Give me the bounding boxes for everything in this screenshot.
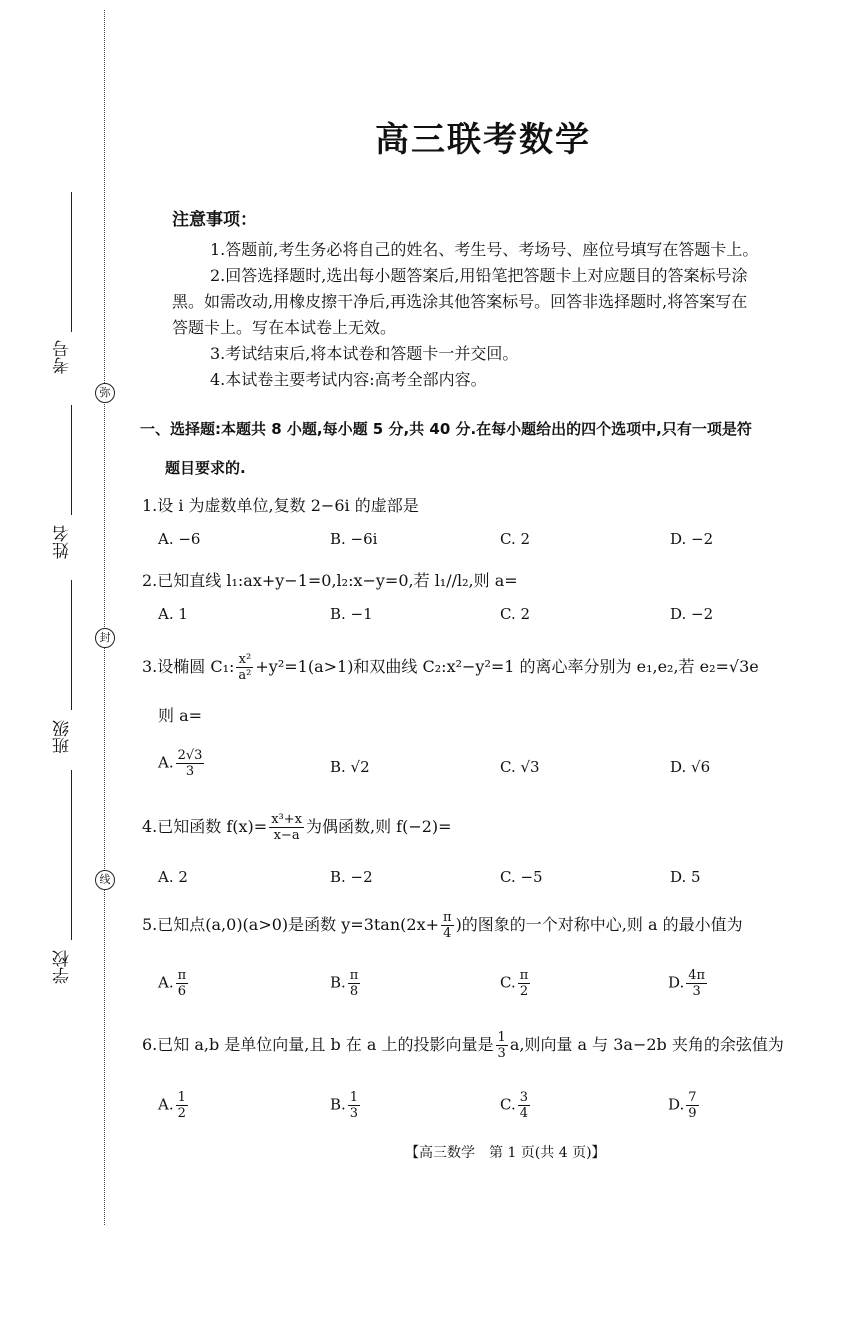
q3-stem-pre: 3.设椭圆 C₁: [142, 657, 235, 676]
q5-option-c-den: 2 [519, 984, 529, 999]
q2-option-d: D. −2 [670, 605, 714, 623]
question-5-stem [142, 910, 743, 941]
page-footer: 【高三数学 第 1 页(共 4 页)】 [405, 1145, 606, 1161]
q3-option-a-num: 2√3 [177, 748, 203, 763]
notice-heading: 注意事项： [172, 210, 257, 230]
q3-option-a-den: 3 [185, 764, 195, 779]
seal-feng: 封 [95, 628, 115, 648]
q5-option-c [500, 968, 532, 999]
notice-item: 答题卡上。写在本试卷上无效。 [172, 318, 397, 337]
q3-option-a-fraction [176, 748, 205, 779]
q5-option-d-fraction [686, 968, 707, 999]
q4-option-a: A. 2 [158, 868, 188, 886]
q3-option-b: B. √2 [330, 758, 370, 776]
q3-option-d: D. √6 [670, 758, 711, 776]
q6-stem-pre: 6.已知 a,b 是单位向量,且 b 在 a 上的投影向量是 [142, 1035, 494, 1054]
notice-item: 3.考试结束后,将本试卷和答题卡一并交回。 [210, 344, 519, 363]
page-title: 高三联考数学 [375, 120, 591, 160]
q6-option-a-den: 2 [177, 1106, 186, 1121]
q1-option-d: D. −2 [670, 530, 714, 548]
section-heading-cont: 题目要求的. [165, 459, 246, 477]
q6-option-d-num: 7 [688, 1090, 697, 1105]
q6-fraction [496, 1030, 508, 1061]
q5-option-a [158, 968, 190, 999]
label-exam-number: 考号 [53, 340, 73, 374]
question-6-stem [142, 1030, 812, 1061]
name-line [71, 405, 72, 515]
q1-option-b: B. −6i [330, 530, 378, 548]
q5-option-a-prefix: A. [158, 973, 174, 992]
q5-option-c-num: π [519, 968, 529, 983]
q6-option-d-den: 9 [688, 1106, 697, 1121]
q2-option-b: B. −1 [330, 605, 373, 623]
q4-option-c: C. −5 [500, 868, 543, 886]
q5-fraction [441, 910, 454, 941]
q6-option-c-num: 3 [519, 1090, 528, 1105]
q6-option-a-fraction [176, 1090, 188, 1121]
class-line [71, 580, 72, 710]
q6-option-c-den: 4 [519, 1106, 528, 1121]
exam-number-line [71, 192, 72, 332]
q5-option-d-prefix: D. [668, 973, 685, 992]
q6-option-a-num: 1 [177, 1090, 186, 1105]
q6-option-d [668, 1090, 701, 1121]
q3-stem-post: +y²=1(a>1)和双曲线 C₂:x²−y²=1 的离心率分别为 e₁,e₂,若 e₂=√3e [255, 657, 759, 676]
q2-option-a: A. 1 [158, 605, 188, 623]
q6-option-b-num: 1 [349, 1090, 359, 1105]
q5-option-a-den: 6 [177, 984, 187, 999]
question-4-stem [142, 812, 452, 843]
q6-option-c [500, 1090, 532, 1121]
q6-option-b-prefix: B. [330, 1095, 346, 1114]
section-heading: 一、选择题:本题共 8 小题,每小题 5 分,共 40 分.在每小题给出的四个选项中,只有一项是符 [140, 420, 752, 438]
q4-stem-pre: 4.已知函数 f(x)= [142, 817, 268, 836]
q6-frac-den: 3 [497, 1046, 506, 1061]
q4-stem-post: 为偶函数,则 f(−2)= [305, 817, 452, 836]
q3-fraction [236, 652, 253, 683]
q5-option-d [668, 968, 709, 999]
q3-option-a [158, 748, 206, 779]
seal-xian: 线 [95, 870, 115, 890]
q6-option-b-den: 3 [349, 1106, 359, 1121]
q6-frac-num: 1 [497, 1030, 506, 1045]
notice-item: 4.本试卷主要考试内容:高考全部内容。 [210, 370, 487, 389]
q6-option-b-fraction [348, 1090, 360, 1121]
q5-frac-num: π [443, 910, 452, 925]
q1-option-c: C. 2 [500, 530, 531, 548]
seal-mi: 弥 [95, 383, 115, 403]
notice-item: 黑。如需改动,用橡皮擦干净后,再选涂其他答案标号。回答非选择题时,将答案写在 [172, 292, 748, 311]
label-name: 姓名 [53, 525, 73, 559]
question-2-stem: 2.已知直线 l₁:ax+y−1=0,l₂:x−y=0,若 l₁//l₂,则 a= [142, 571, 518, 590]
q6-option-a-prefix: A. [158, 1095, 174, 1114]
question-3-stem-cont: 则 a= [158, 706, 203, 725]
q5-option-b-prefix: B. [330, 973, 346, 992]
notice-item: 2.回答选择题时,选出每小题答案后,用铅笔把答题卡上对应题目的答案标号涂 [210, 266, 748, 285]
q2-option-c: C. 2 [500, 605, 531, 623]
q4-option-d: D. 5 [670, 868, 701, 886]
q5-option-c-prefix: C. [500, 973, 516, 992]
q5-option-b-fraction [348, 968, 361, 999]
q4-frac-den: x−a [273, 828, 300, 843]
label-school: 学校 [53, 950, 73, 984]
q4-fraction [269, 812, 304, 843]
q5-option-a-num: π [177, 968, 187, 983]
q3-frac-num: x² [236, 652, 253, 668]
q3-option-c: C. √3 [500, 758, 540, 776]
notice-item: 1.答题前,考生务必将自己的姓名、考生号、考场号、座位号填写在答题卡上。 [210, 240, 759, 259]
q5-frac-den: 4 [443, 926, 452, 941]
q5-option-d-num: 4π [688, 968, 706, 983]
q5-stem-post: )的图象的一个对称中心,则 a 的最小值为 [455, 915, 743, 934]
q5-option-a-fraction [176, 968, 189, 999]
q1-option-a: A. −6 [158, 530, 201, 548]
binding-dotted-line [104, 10, 105, 1225]
q6-option-c-fraction [518, 1090, 530, 1121]
q4-option-b: B. −2 [330, 868, 373, 886]
q6-stem-post: a,则向量 a 与 3a−2b 夹角的余弦值为 [509, 1035, 784, 1054]
q5-option-b [330, 968, 362, 999]
q4-frac-num: x³+x [271, 812, 302, 827]
q3-frac-den: a² [238, 668, 252, 683]
q6-option-a [158, 1090, 190, 1121]
q6-option-c-prefix: C. [500, 1095, 516, 1114]
q5-option-c-fraction [518, 968, 531, 999]
school-line [71, 770, 72, 940]
q5-option-d-den: 3 [692, 984, 701, 999]
q3-option-a-prefix: A. [158, 753, 174, 772]
label-class: 班级 [53, 720, 73, 754]
q6-option-b [330, 1090, 362, 1121]
q6-option-d-prefix: D. [668, 1095, 685, 1114]
question-1-stem: 1.设 i 为虚数单位,复数 2−6i 的虚部是 [142, 496, 419, 515]
q6-option-d-fraction [686, 1090, 698, 1121]
question-3-stem [142, 652, 812, 683]
q5-option-b-num: π [349, 968, 359, 983]
q5-option-b-den: 8 [349, 984, 359, 999]
q5-stem-pre: 5.已知点(a,0)(a>0)是函数 y=3tan(2x+ [142, 915, 440, 934]
